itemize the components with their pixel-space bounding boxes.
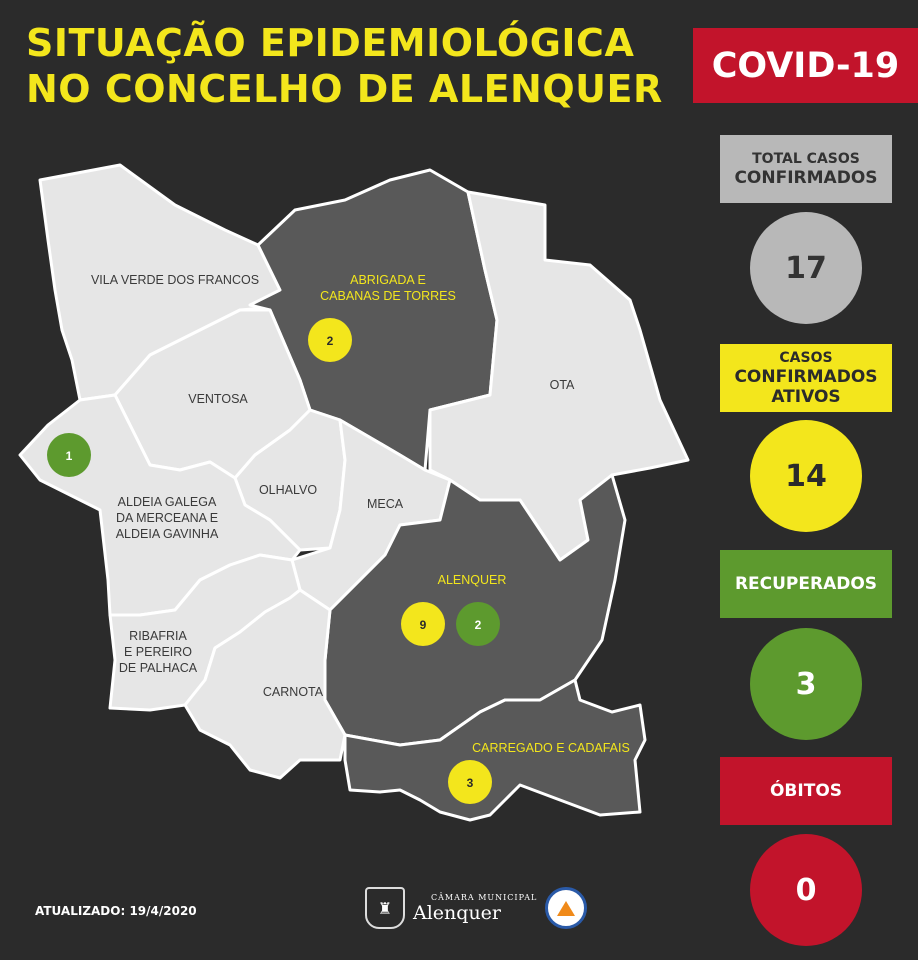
active-cases-label-2: CONFIRMADOS xyxy=(734,367,878,387)
deaths-value: 0 xyxy=(750,834,862,946)
active-cases-label xyxy=(720,344,892,412)
title-line-2: NO CONCELHO DE ALENQUER xyxy=(26,67,663,111)
marker-abrigada-active-value: 2 xyxy=(326,334,334,348)
label-ribafria-2: E PEREIRO xyxy=(123,645,193,659)
label-aldeia-2: DA MERCEANA E xyxy=(115,511,219,525)
active-cases-value: 14 xyxy=(750,420,862,532)
total-cases-label-2: CONFIRMADOS xyxy=(734,168,878,188)
label-meca: MECA xyxy=(366,497,404,511)
civil-protection-icon xyxy=(545,887,587,929)
covid-badge: COVID-19 xyxy=(693,28,918,103)
municipal-crest-icon: ♜ xyxy=(365,887,405,929)
label-abrigada-2: CABANAS DE TORRES xyxy=(320,289,456,303)
active-cases-label-1: CASOS xyxy=(779,350,833,366)
label-ventosa: VENTOSA xyxy=(188,392,248,406)
label-aldeia-3: ALDEIA GAVINHA xyxy=(115,527,219,541)
footer-logos xyxy=(365,887,587,929)
marker-alenquer-recovered-value: 2 xyxy=(474,618,482,632)
camara-logo-name: Alenquer xyxy=(413,901,502,924)
label-carnota: CARNOTA xyxy=(262,685,324,699)
total-cases-label-1: TOTAL CASOS xyxy=(752,151,860,167)
recovered-value: 3 xyxy=(750,628,862,740)
title-line-1: SITUAÇÃO EPIDEMIOLÓGICA xyxy=(26,21,635,65)
total-cases-value: 17 xyxy=(750,212,862,324)
label-olhalvo: OLHALVO xyxy=(258,483,318,497)
marker-alenquer-active-value: 9 xyxy=(419,618,427,632)
camara-logo xyxy=(413,893,537,924)
marker-aldeia-recovered-value: 1 xyxy=(65,449,73,463)
updated-date: ATUALIZADO: 19/4/2020 xyxy=(35,904,197,918)
deaths-label-text: ÓBITOS xyxy=(769,781,843,801)
label-ota: OTA xyxy=(549,378,575,392)
label-ribafria-3: DE PALHACA xyxy=(118,661,198,675)
label-vila-verde: VILA VERDE DOS FRANCOS xyxy=(90,273,260,287)
marker-carregado-active-value: 3 xyxy=(466,776,474,790)
label-alenquer: ALENQUER xyxy=(437,573,507,587)
label-carregado: CARREGADO E CADAFAIS xyxy=(472,741,630,755)
label-abrigada-1: ABRIGADA E xyxy=(350,273,426,287)
recovered-label-text: RECUPERADOS xyxy=(734,574,878,594)
total-cases-label xyxy=(720,135,892,203)
camara-logo-subtitle: CÂMARA MUNICIPAL xyxy=(431,892,538,902)
label-ribafria-1: RIBAFRIA xyxy=(129,629,187,643)
deaths-label xyxy=(720,757,892,825)
label-aldeia-1: ALDEIA GALEGA xyxy=(117,495,217,509)
active-cases-label-3: ATIVOS xyxy=(771,387,841,407)
recovered-label xyxy=(720,550,892,618)
